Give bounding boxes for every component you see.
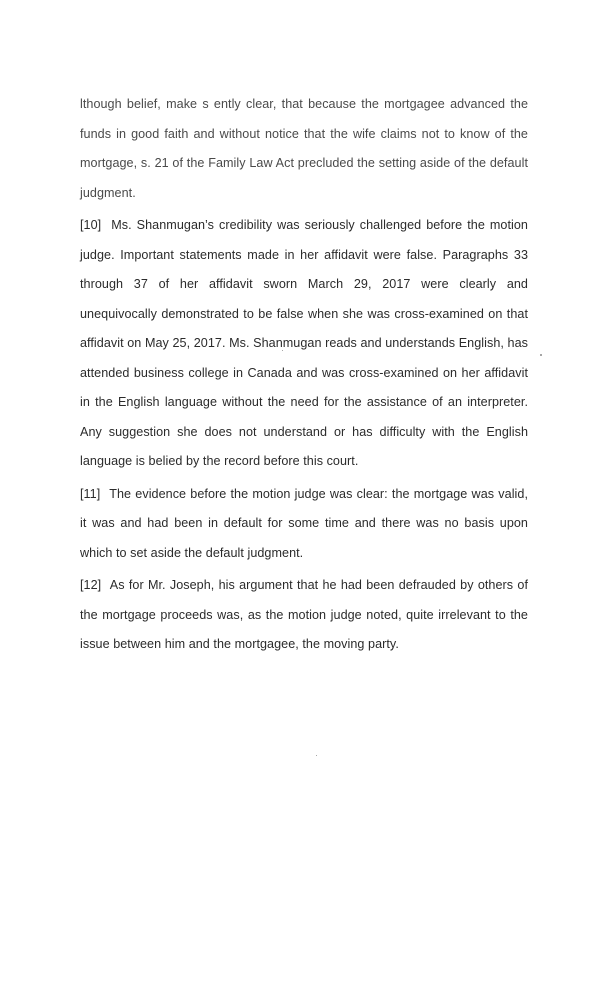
- paragraph-9-continued: [80, 90, 528, 208]
- paragraph-10: [80, 211, 528, 477]
- paragraph-11: [80, 480, 528, 569]
- paragraph-number: [11]: [80, 486, 101, 501]
- paragraph-number: [12]: [80, 578, 102, 592]
- paragraph-12: [80, 571, 528, 660]
- scan-speck: [316, 755, 317, 756]
- paragraph-text: As for Mr. Joseph, his argument that he had been defrauded by others of the mortgage proceeds was, as the motion judge noted, quite irrelevant to the issue between him and the mortgagee, the moving party.: [80, 578, 528, 651]
- paragraph-text: The evidence before the motion judge was clear: the mortgage was valid, it was and had been in default for some time and there was no basis upon which to set aside the default judgment.: [80, 486, 528, 560]
- paragraph-number: [10]: [80, 218, 102, 232]
- document-body: [80, 90, 528, 662]
- scan-speck: [540, 354, 542, 356]
- paragraph-text: lthough belief, make s ently clear, that because the mortgagee advanced the funds in good faith and without notice that the wife claims not to know of the mortgage, s. 21 of the Family Law Act precluded the setting aside of the default judgment.: [80, 97, 528, 200]
- paragraph-text: Ms. Shanmugan’s credibility was seriously challenged before the motion judge. Important statements made in her affidavit were false. Paragraphs 33 through 37 of her affidavit sworn March 29, 2017 were clearly and unequivocally demonstrated to be false when she was cross-examined on that affidavit on May 25, 2017. Ms. Shanmugan reads and understands English, has attended business college in Canada and was cross-examined on her affidavit in the English language without the need for the assistance of an interpreter. Any suggestion she does not understand or has difficulty with the English language is belied by the record before this court.: [80, 218, 528, 468]
- scan-speck: [282, 350, 283, 351]
